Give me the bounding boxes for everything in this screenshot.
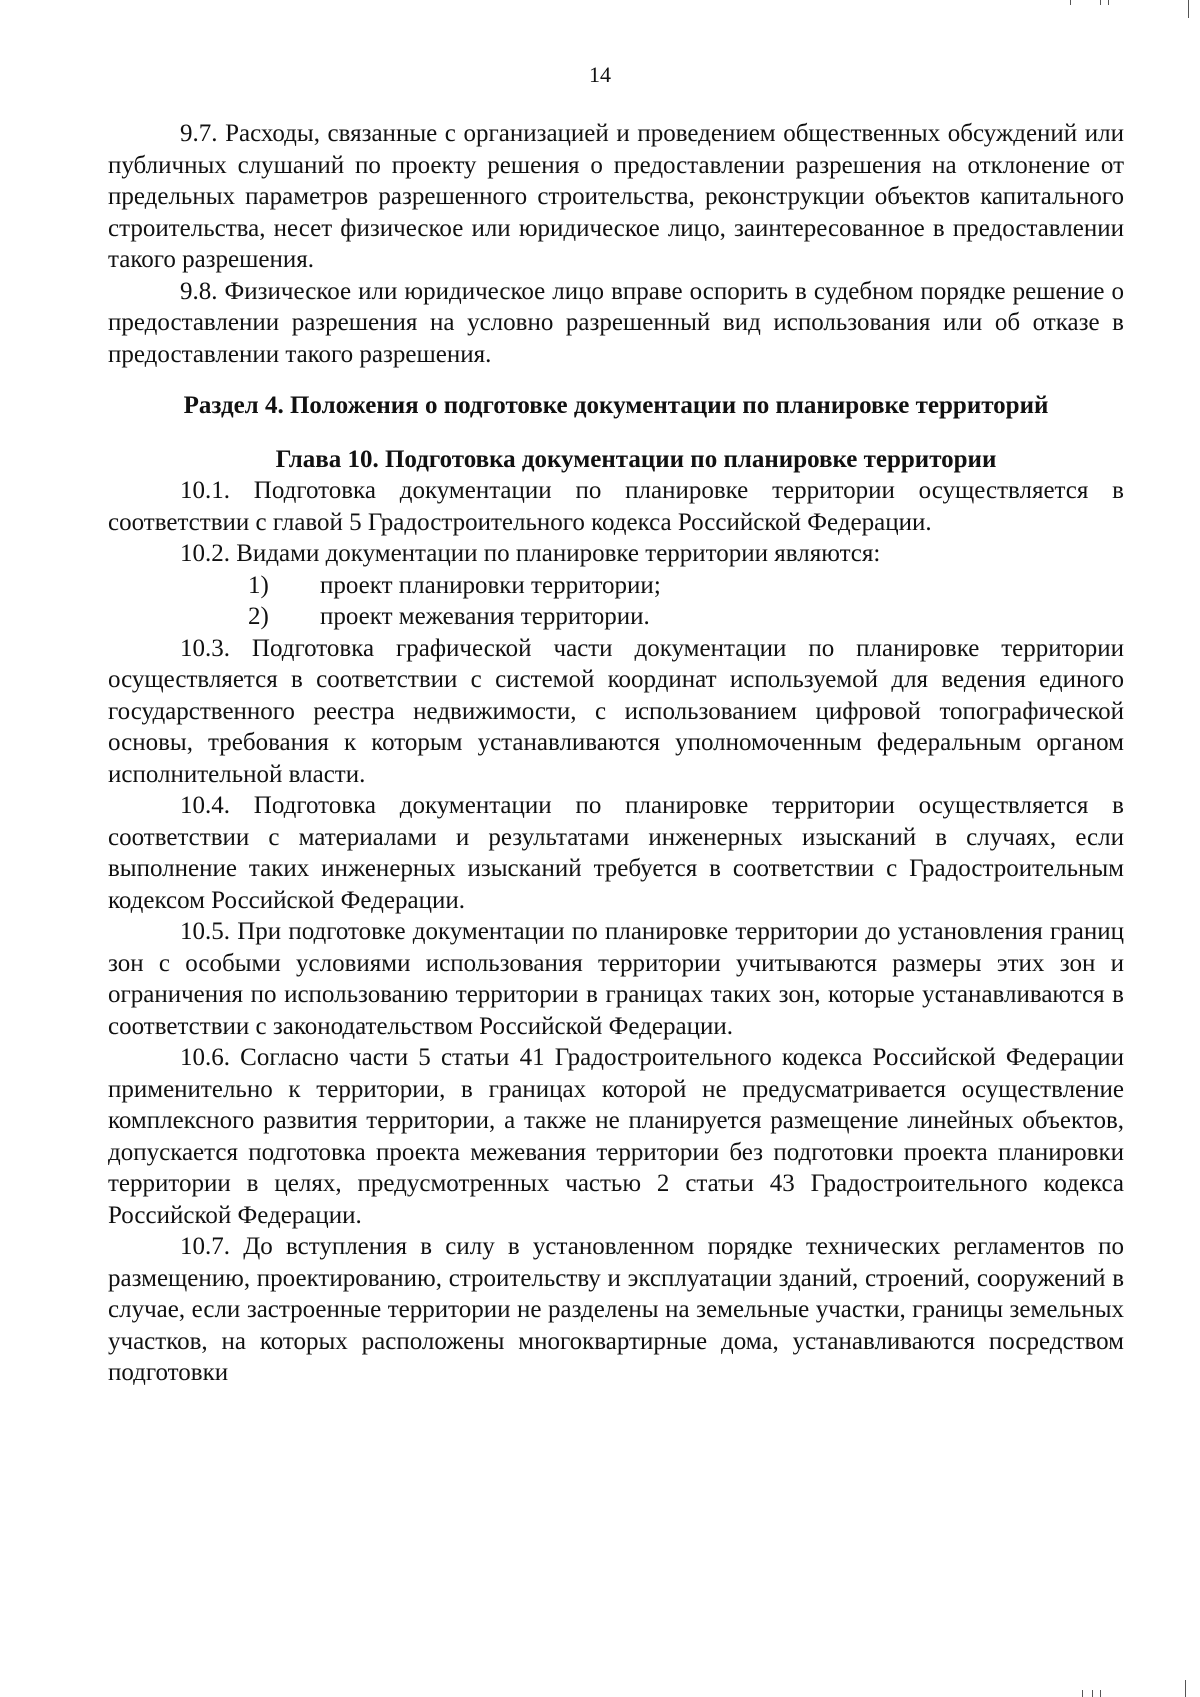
scan-artifact-top (1100, 0, 1101, 5)
page-number: 14 (589, 62, 611, 87)
scan-artifact-top (1108, 0, 1109, 5)
scan-artifact-bottom (1100, 1690, 1101, 1697)
list-item-text: проект планировки территории; (320, 571, 661, 599)
paragraph-10-7: 10.7. До вступления в силу в установленном порядке технических регламентов по размещению, проектированию, строительству и эксплуатации зданий, строений, сооружений в случае, если застроенные территории не разделены на земельные участки, границы земельных участков, на которых расположены многоквартирные дома, устанавливаются посредством подготовки (108, 1233, 1124, 1386)
scan-artifact-bottom (1092, 1690, 1093, 1697)
list-item (108, 570, 1124, 602)
scan-artifact-top (1070, 0, 1071, 5)
list-item-text: проект межевания территории. (320, 603, 650, 630)
paragraph-10-1: 10.1. Подготовка документации по планировке территории осуществляется в соответствии с главой 5 Градостроительного кодекса Российской Федерации. (108, 477, 1124, 536)
document-body (108, 118, 1124, 1389)
paragraph-9-7: 9.7. Расходы, связанные с организацией и проведением общественных обсуждений или публичных слушаний по проекту решения о предоставлении разрешения на отклонение от предельных параметров разрешенного строительства, реконструкции объектов капитального строительства, несет физическое или юридическое лицо, заинтересованное в предоставлении такого разрешения. (108, 120, 1124, 273)
scan-artifact-bottom (1082, 1690, 1083, 1697)
list-item-number: 1) (248, 571, 269, 599)
section-heading: Раздел 4. Положения о подготовке документации по планировке территорий (183, 392, 1049, 419)
list-item (108, 601, 1124, 633)
paragraph-10-6: 10.6. Согласно части 5 статьи 41 Градостроительного кодекса Российской Федерации применительно к территории, в границах которой не предусматривается осуществление комплексного развития территории, а также не планируется размещение линейных объектов, допускается подготовка проекта межевания территории без подготовки проекта планировки территории в целях, предусмотренных частью 2 статьи 43 Градостроительного кодекса Российской Федерации. (108, 1044, 1124, 1229)
paragraph-10-5: 10.5. При подготовке документации по планировке территории до установления границ зон с особыми условиями использования территории учитываются размеры этих зон и ограничения по использованию территории в границах таких зон, которые устанавливаются в соответствии с законодательством Российской Федерации. (108, 918, 1124, 1040)
scan-artifact-bottom (1185, 1680, 1186, 1697)
paragraph-10-4: 10.4. Подготовка документации по планировке территории осуществляется в соответствии с материалами и результатами инженерных изысканий в случаях, если выполнение таких инженерных изысканий требуется в соответствии с Градостроительным кодексом Российской Федерации. (108, 792, 1124, 914)
paragraph-10-2: 10.2. Видами документации по планировке территории являются: (180, 540, 881, 567)
chapter-heading: Глава 10. Подготовка документации по планировке территории (275, 445, 997, 473)
list-item-number: 2) (248, 603, 269, 630)
paragraph-10-3: 10.3. Подготовка графической части документации по планировке территории осуществляется в соответствии с системой координат используемой для ведения единого государственного реестра недвижимости, с использованием цифровой топографической основы, требования к которым устанавливаются уполномоченным федеральным органом исполнительной власти. (108, 634, 1124, 788)
scan-artifact-top (1188, 0, 1189, 18)
paragraph-9-8: 9.8. Физическое или юридическое лицо вправе оспорить в судебном порядке решение о предоставлении разрешения на условно разрешенный вид использования или об отказе в предоставлении такого разрешения. (108, 277, 1124, 368)
